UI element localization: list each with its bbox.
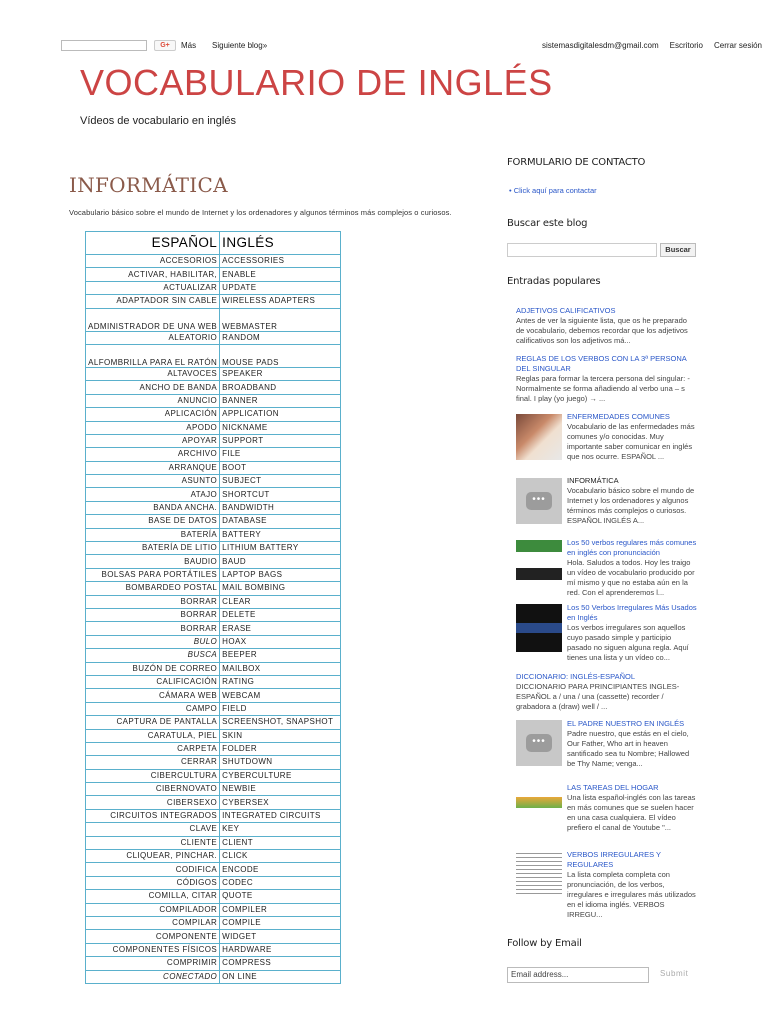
spanish-term: APODO	[86, 421, 220, 434]
follow-by-email-title: Follow by Email	[507, 938, 582, 949]
spanish-term: COMILLA, CITAR	[86, 890, 220, 903]
english-term: HOAX	[220, 635, 341, 648]
english-term: SKIN	[220, 729, 341, 742]
spanish-term: BUZÓN DE CORREO	[86, 662, 220, 675]
table-row	[86, 568, 341, 581]
spanish-term: BULO	[86, 635, 220, 648]
spanish-term: BOLSAS PARA PORTÁTILES	[86, 568, 220, 581]
table-row	[86, 943, 341, 956]
english-term: DATABASE	[220, 515, 341, 528]
spanish-term: CÁMARA WEB	[86, 689, 220, 702]
english-term: BANNER	[220, 394, 341, 407]
table-row	[86, 295, 341, 308]
spanish-term: ACTIVAR, HABILITAR,	[86, 268, 220, 281]
spanish-term: CIBERCULTURA	[86, 769, 220, 782]
spanish-term: BORRAR	[86, 595, 220, 608]
english-term: COMPRESS	[220, 957, 341, 970]
english-term: RATING	[220, 675, 341, 688]
popular-post-link[interactable]: REGLAS DE LOS VERBOS CON LA 3ª PERSONA DEL SINGULAR	[516, 354, 687, 373]
spanish-term: APOYAR	[86, 434, 220, 447]
popular-post-thumbnail[interactable]	[516, 604, 562, 652]
popular-post	[567, 719, 697, 769]
popular-post	[567, 603, 697, 663]
table-row	[86, 890, 341, 903]
english-term: SPEAKER	[220, 367, 341, 380]
table-row	[86, 528, 341, 541]
spanish-term: ACTUALIZAR	[86, 281, 220, 294]
spanish-term: ADAPTADOR SIN CABLE	[86, 295, 220, 308]
popular-post-snippet: Una lista español-inglés con las tareas en más comunes que se suelen hacer en una casa cualquiera. El vídeo prefiero el canal de Youtube "...	[567, 793, 696, 832]
table-row	[86, 769, 341, 782]
table-row	[86, 582, 341, 595]
english-term: SUBJECT	[220, 475, 341, 488]
spanish-term: COMPILAR	[86, 916, 220, 929]
popular-post	[567, 538, 697, 598]
english-term: ERASE	[220, 622, 341, 635]
english-term: RANDOM	[220, 331, 341, 344]
popular-post-snippet: Vocabulario de las enfermedades más comunes y/o conocidas. Muy importante saber comunicar en inglés que nos ocurre. ESPAÑOL ...	[567, 422, 695, 461]
table-row	[86, 501, 341, 514]
spanish-term: ANUNCIO	[86, 394, 220, 407]
spanish-term: CIRCUITOS INTEGRADOS	[86, 809, 220, 822]
popular-post-link[interactable]: VERBOS IRREGULARES Y REGULARES	[567, 850, 661, 869]
english-term: CLEAR	[220, 595, 341, 608]
table-row	[86, 916, 341, 929]
popular-post	[567, 412, 697, 462]
spanish-term: CLIENTE	[86, 836, 220, 849]
english-term: MAILBOX	[220, 662, 341, 675]
desktop-link[interactable]: Escritorio	[669, 41, 703, 50]
spanish-term: BUSCA	[86, 649, 220, 662]
english-term: CLICK	[220, 850, 341, 863]
table-row	[86, 876, 341, 889]
search-blog-title: Buscar este blog	[507, 218, 588, 229]
ellipsis-icon: •••	[526, 734, 552, 752]
english-term: CYBERSEX	[220, 796, 341, 809]
popular-posts-title: Entradas populares	[507, 276, 601, 287]
table-row	[86, 515, 341, 528]
popular-post-thumbnail[interactable]	[516, 784, 562, 828]
table-row	[86, 421, 341, 434]
column-header-spanish: ESPAÑOL	[86, 232, 220, 255]
post-intro: Vocabulario básico sobre el mundo de Internet y los ordenadores y algunos términos más complejos o curiosos.	[69, 208, 452, 217]
table-row	[86, 475, 341, 488]
ellipsis-icon: •••	[526, 492, 552, 510]
spanish-term: BANDA ANCHA.	[86, 501, 220, 514]
english-term: LAPTOP BAGS	[220, 568, 341, 581]
popular-post-link[interactable]: Los 50 verbos regulares más comunes en inglés con pronunciación	[567, 538, 697, 557]
table-row	[86, 408, 341, 421]
blog-search-input[interactable]	[507, 243, 657, 257]
english-term: WIRELESS ADAPTERS	[220, 295, 341, 308]
english-term: BANDWIDTH	[220, 501, 341, 514]
spanish-term: CAPTURA DE PANTALLA	[86, 716, 220, 729]
english-term: DELETE	[220, 608, 341, 621]
popular-post-snippet: Antes de ver la siguiente lista, que os he preparado de vocabulario, debemos recordar que los adjetivos calificativos son los adjetivos má...	[516, 316, 688, 345]
spanish-term: CAMPO	[86, 702, 220, 715]
english-term: MOUSE PADS	[220, 344, 341, 367]
spanish-term: ATAJO	[86, 488, 220, 501]
popular-post-thumbnail[interactable]	[516, 414, 562, 460]
blog-title[interactable]: VOCABULARIO DE INGLÉS	[80, 62, 553, 103]
spanish-term: CIBERSEXO	[86, 796, 220, 809]
spanish-term: COMPONENTES FÍSICOS	[86, 943, 220, 956]
contact-form-title: FORMULARIO DE CONTACTO	[507, 157, 646, 168]
table-row	[86, 255, 341, 268]
popular-post	[567, 850, 697, 920]
table-row	[86, 823, 341, 836]
table-row	[86, 394, 341, 407]
popular-post	[516, 672, 696, 712]
popular-post	[567, 476, 697, 526]
blogger-navbar	[0, 36, 768, 56]
english-term: COMPILER	[220, 903, 341, 916]
english-term: NEWBIE	[220, 783, 341, 796]
popular-post-link[interactable]: Los 50 Verbos Irregulares Más Usados en Inglés	[567, 603, 697, 622]
popular-post-snippet: DICCIONARIO PARA PRINCIPIANTES INGLES-ESPAÑOL a / una / una (cassette) recorder / grabadora a (draw) well / ...	[516, 682, 680, 711]
english-term: ON LINE	[220, 970, 341, 983]
english-term: KEY	[220, 823, 341, 836]
user-email: sistemasdigitalesdm@gmail.com	[542, 41, 659, 50]
english-term: CODEC	[220, 876, 341, 889]
spanish-term: CONECTADO	[86, 970, 220, 983]
english-term: INTEGRATED CIRCUITS	[220, 809, 341, 822]
english-term: ENCODE	[220, 863, 341, 876]
logout-link[interactable]: Cerrar sesión	[713, 41, 762, 50]
english-term: MAIL BOMBING	[220, 582, 341, 595]
table-row	[86, 903, 341, 916]
spanish-term: COMPONENTE	[86, 930, 220, 943]
spanish-term: BOMBARDEO POSTAL	[86, 582, 220, 595]
spanish-term: BATERÍA DE LITIO	[86, 542, 220, 555]
english-term: LITHIUM BATTERY	[220, 542, 341, 555]
english-term: HARDWARE	[220, 943, 341, 956]
english-term: ACCESSORIES	[220, 255, 341, 268]
popular-post	[567, 783, 697, 833]
spanish-term: ARRANQUE	[86, 461, 220, 474]
spanish-term: CLAVE	[86, 823, 220, 836]
spanish-term: BORRAR	[86, 608, 220, 621]
popular-post-link[interactable]: INFORMÁTICA	[567, 476, 619, 485]
post-title[interactable]: INFORMÁTICA	[69, 173, 228, 197]
table-row	[86, 608, 341, 621]
popular-post	[516, 306, 696, 346]
table-row	[86, 281, 341, 294]
popular-post	[516, 354, 696, 404]
spanish-term: ASUNTO	[86, 475, 220, 488]
popular-post-snippet: Vocabulario básico sobre el mundo de Internet y los ordenadores y algunos términos más complejos o curiosos. ESPAÑOL INGLÉS A...	[567, 486, 695, 525]
search-button[interactable]: Buscar	[660, 243, 696, 257]
english-term: SHUTDOWN	[220, 756, 341, 769]
english-term: BROADBAND	[220, 381, 341, 394]
english-term: BATTERY	[220, 528, 341, 541]
table-row	[86, 268, 341, 281]
spanish-term: ADMINISTRADOR DE UNA WEB	[86, 308, 220, 331]
table-row	[86, 434, 341, 447]
popular-post-thumbnail[interactable]	[516, 478, 562, 524]
spanish-term: COMPILADOR	[86, 903, 220, 916]
english-term: SHORTCUT	[220, 488, 341, 501]
english-term: BOOT	[220, 461, 341, 474]
table-row	[86, 783, 341, 796]
english-term: WEBMASTER	[220, 308, 341, 331]
vocabulary-table	[85, 231, 341, 984]
english-term: SCREENSHOT, SNAPSHOT	[220, 716, 341, 729]
submit-button[interactable]: Submit	[660, 969, 689, 978]
google-plus-button[interactable]: G+	[154, 40, 176, 51]
popular-post-snippet: Reglas para formar la tercera persona del singular: -Normalmente se forma añadiendo al verbo una – s final. I play (yo juego) → ...	[516, 374, 690, 403]
english-term: CLIENT	[220, 836, 341, 849]
english-term: FOLDER	[220, 742, 341, 755]
spanish-term: CODIFICA	[86, 863, 220, 876]
spanish-term: APLICACIÓN	[86, 408, 220, 421]
spanish-term: BASE DE DATOS	[86, 515, 220, 528]
popular-post-link[interactable]: EL PADRE NUESTRO EN INGLÉS	[567, 719, 685, 728]
table-row	[86, 729, 341, 742]
spanish-term: CIBERNOVATO	[86, 783, 220, 796]
table-row	[86, 957, 341, 970]
spanish-term: CERRAR	[86, 756, 220, 769]
table-row	[86, 367, 341, 380]
table-row	[86, 635, 341, 648]
english-term: ENABLE	[220, 268, 341, 281]
spanish-term: CARATULA, PIEL	[86, 729, 220, 742]
spanish-term: ACCESORIOS	[86, 255, 220, 268]
table-row	[86, 930, 341, 943]
popular-post-link[interactable]: DICCIONARIO: INGLÉS-ESPAÑOL	[516, 672, 636, 681]
table-row	[86, 662, 341, 675]
spanish-term: ALTAVOCES	[86, 367, 220, 380]
table-row	[86, 702, 341, 715]
spanish-term: COMPRIMIR	[86, 957, 220, 970]
english-term: WIDGET	[220, 930, 341, 943]
english-term: UPDATE	[220, 281, 341, 294]
table-row	[86, 542, 341, 555]
navbar-search-input[interactable]	[61, 40, 147, 51]
english-term: WEBCAM	[220, 689, 341, 702]
table-row	[86, 331, 341, 344]
english-term: BEEPER	[220, 649, 341, 662]
popular-post-link[interactable]: LAS TAREAS DEL HOGAR	[567, 783, 659, 792]
spanish-term: ALEATORIO	[86, 331, 220, 344]
column-header-english: INGLÉS	[220, 232, 341, 255]
table-row	[86, 488, 341, 501]
table-row	[86, 448, 341, 461]
english-term: COMPILE	[220, 916, 341, 929]
popular-post-thumbnail[interactable]	[516, 720, 562, 766]
table-row	[86, 675, 341, 688]
table-row	[86, 461, 341, 474]
table-row	[86, 756, 341, 769]
table-row	[86, 689, 341, 702]
popular-post-thumbnail[interactable]	[516, 540, 562, 580]
table-row	[86, 716, 341, 729]
spanish-term: BORRAR	[86, 622, 220, 635]
popular-post-snippet: Padre nuestro, que estás en el cielo, Our Father, Who art in heaven santificado sea tu Nombre; Hallowed be Thy Name; venga...	[567, 729, 690, 768]
table-row	[86, 595, 341, 608]
popular-post-thumbnail[interactable]	[516, 850, 562, 894]
table-row	[86, 836, 341, 849]
english-term: SUPPORT	[220, 434, 341, 447]
more-link[interactable]: Más	[181, 41, 197, 50]
table-row	[86, 555, 341, 568]
spanish-term: ANCHO DE BANDA	[86, 381, 220, 394]
english-term: BAUD	[220, 555, 341, 568]
spanish-term: CARPETA	[86, 742, 220, 755]
english-term: QUOTE	[220, 890, 341, 903]
spanish-term: CALIFICACIÓN	[86, 675, 220, 688]
english-term: NICKNAME	[220, 421, 341, 434]
table-row	[86, 809, 341, 822]
spanish-term: CLIQUEAR, PINCHAR.	[86, 850, 220, 863]
blog-description: Vídeos de vocabulario en inglés	[80, 115, 236, 127]
table-row	[86, 622, 341, 635]
english-term: FIELD	[220, 702, 341, 715]
english-term: APPLICATION	[220, 408, 341, 421]
spanish-term: BATERÍA	[86, 528, 220, 541]
spanish-term: BAUDIO	[86, 555, 220, 568]
table-row	[86, 796, 341, 809]
popular-post-link[interactable]: ENFERMEDADES COMUNES	[567, 412, 670, 421]
contact-link[interactable]: • Click aquí para contactar	[509, 186, 597, 195]
spanish-term: ALFOMBRILLA PARA EL RATÓN	[86, 344, 220, 367]
spanish-term: CÓDIGOS	[86, 876, 220, 889]
table-row	[86, 742, 341, 755]
popular-post-snippet: Hola. Saludos a todos. Hoy les traigo un vídeo de vocabulario producido por mí mismo y que no estaba aún en la red. Con el aprenderemos l...	[567, 558, 695, 597]
table-row	[86, 850, 341, 863]
next-blog-link[interactable]: Siguiente blog»	[212, 41, 268, 50]
table-row	[86, 308, 341, 331]
table-row	[86, 649, 341, 662]
table-row	[86, 344, 341, 367]
english-term: CYBERCULTURE	[220, 769, 341, 782]
popular-post-snippet: La lista completa completa con pronunciación, de los verbos, irregulares e irregulares más utilizados en el idioma inglés. VERBOS IRREGU...	[567, 870, 696, 919]
spanish-term: ARCHIVO	[86, 448, 220, 461]
email-input[interactable]: Email address...	[507, 967, 649, 983]
popular-post-link[interactable]: ADJETIVOS CALIFICATIVOS	[516, 306, 616, 315]
english-term: FILE	[220, 448, 341, 461]
table-row	[86, 970, 341, 983]
table-row	[86, 863, 341, 876]
table-row	[86, 381, 341, 394]
popular-post-snippet: Los verbos irregulares son aquellos cuyo pasado simple y participio pasado no siguen alguna regla. Aquí tienes una lista y un vídeo co...	[567, 623, 689, 662]
